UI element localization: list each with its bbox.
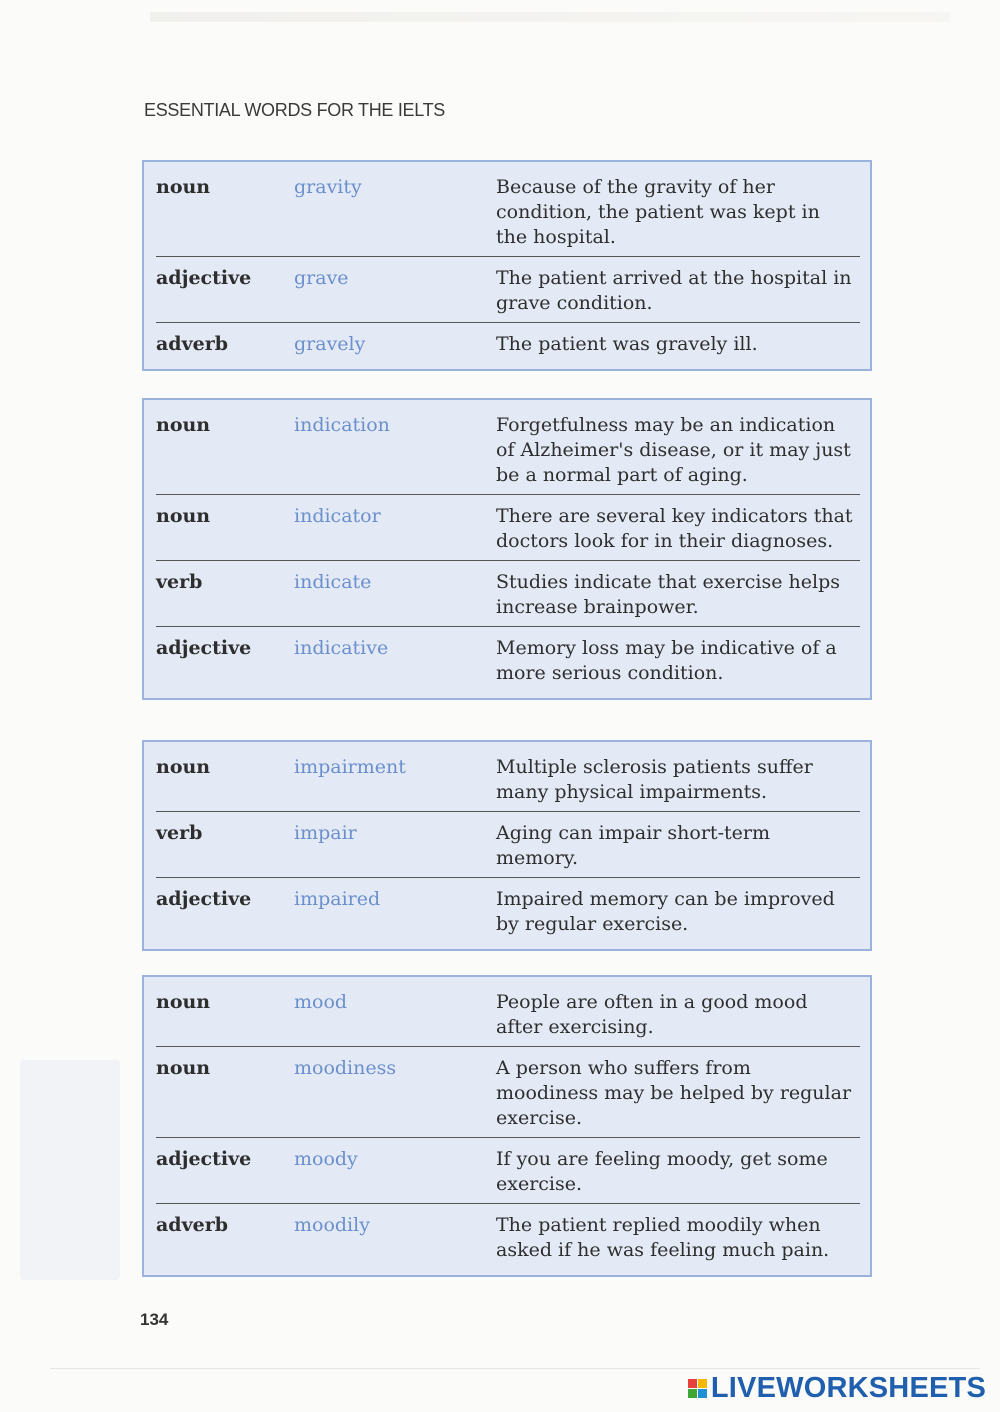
word-row (156, 987, 860, 1047)
word-family-box-gravity (142, 160, 872, 371)
part-of-speech: adverb (156, 333, 229, 355)
part-of-speech: noun (156, 991, 211, 1013)
example-sentence: The patient was gravely ill. (496, 333, 758, 355)
word-form: moody (294, 1148, 358, 1170)
word-form: grave (294, 267, 349, 289)
word-form: indicator (294, 505, 381, 527)
example-sentence: There are several key indicators that doctors look for in their diagnoses. (496, 505, 853, 552)
example-sentence: Because of the gravity of her condition, the patient was kept in the hospital. (496, 176, 820, 248)
word-form: impairment (294, 756, 406, 778)
word-row (156, 1053, 860, 1138)
word-row (156, 884, 860, 939)
part-of-speech: noun (156, 756, 211, 778)
part-of-speech: adjective (156, 267, 252, 289)
part-of-speech: noun (156, 505, 211, 527)
footer-divider (50, 1368, 980, 1369)
example-sentence: People are often in a good mood after exercising. (496, 991, 808, 1038)
word-form: mood (294, 991, 348, 1013)
word-row (156, 1210, 860, 1265)
part-of-speech: adjective (156, 637, 252, 659)
word-row (156, 501, 860, 561)
page-number: 134 (140, 1310, 169, 1329)
bleed-through-side (20, 1060, 120, 1280)
word-form: impaired (294, 888, 381, 910)
example-sentence: Multiple sclerosis patients suffer many physical impairments. (496, 756, 813, 803)
part-of-speech: adjective (156, 1148, 252, 1170)
liveworksheets-brand[interactable] (688, 1372, 986, 1405)
word-row (156, 818, 860, 878)
example-sentence: The patient replied moodily when asked if he was feeling much pain. (496, 1214, 830, 1261)
word-family-box-indication (142, 398, 872, 700)
part-of-speech: adverb (156, 1214, 229, 1236)
word-family-box-mood (142, 975, 872, 1277)
example-sentence: Studies indicate that exercise helps increase brainpower. (496, 571, 840, 618)
word-form: moodiness (294, 1057, 397, 1079)
bleed-through-top (150, 12, 950, 22)
example-sentence: Forgetfulness may be an indication of Alzheimer's disease, or it may just be a normal part of aging. (496, 414, 851, 486)
part-of-speech: verb (156, 822, 203, 844)
word-row (156, 1144, 860, 1204)
example-sentence: Memory loss may be indicative of a more serious condition. (496, 637, 837, 684)
word-row (156, 752, 860, 812)
brand-name: LIVEWORKSHEETS (710, 1372, 986, 1404)
word-row (156, 172, 860, 257)
example-sentence: Impaired memory can be improved by regular exercise. (496, 888, 835, 935)
word-form: impair (294, 822, 357, 844)
word-form: indication (294, 414, 390, 436)
word-row (156, 410, 860, 495)
running-title: ESSENTIAL WORDS FOR THE IELTS (144, 100, 446, 120)
word-family-box-impairment (142, 740, 872, 951)
liveworksheets-logo-icon (688, 1379, 707, 1398)
word-row (156, 329, 860, 359)
example-sentence: Aging can impair short-term memory. (496, 822, 770, 869)
part-of-speech: noun (156, 414, 211, 436)
example-sentence: The patient arrived at the hospital in grave condition. (496, 267, 852, 314)
word-row (156, 567, 860, 627)
part-of-speech: noun (156, 1057, 211, 1079)
word-form: moodily (294, 1214, 370, 1236)
word-row (156, 263, 860, 323)
part-of-speech: noun (156, 176, 211, 198)
word-form: indicate (294, 571, 372, 593)
example-sentence: If you are feeling moody, get some exercise. (496, 1148, 828, 1195)
part-of-speech: verb (156, 571, 203, 593)
example-sentence: A person who suffers from moodiness may be helped by regular exercise. (496, 1057, 852, 1129)
word-row (156, 633, 860, 688)
part-of-speech: adjective (156, 888, 252, 910)
word-form: indicative (294, 637, 389, 659)
word-form: gravely (294, 333, 366, 355)
word-form: gravity (294, 176, 362, 198)
